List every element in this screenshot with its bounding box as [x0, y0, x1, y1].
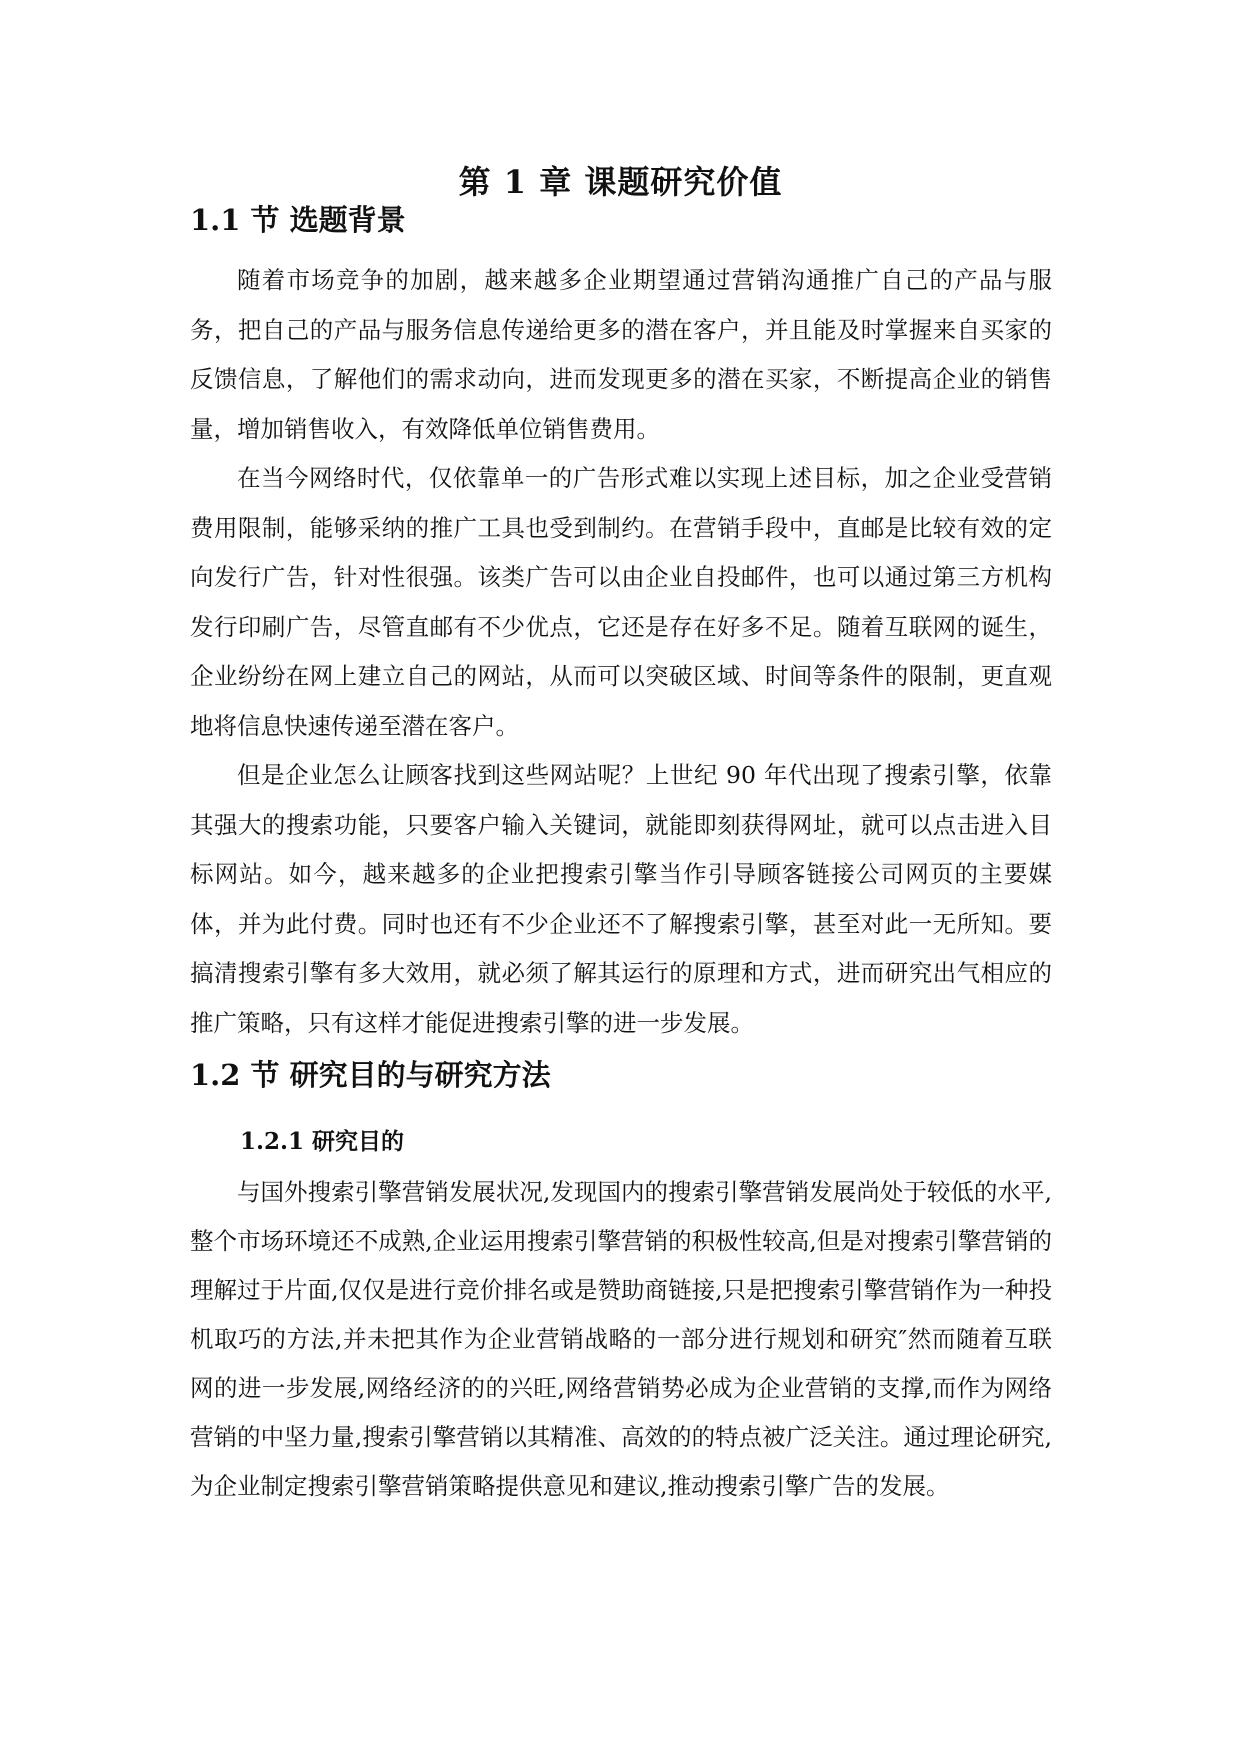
paragraph-background-2: 在当今网络时代，仅依靠单一的广告形式难以实现上述目标，加之企业受营销费用限制，能够采纳的推广工具也受到制约。在营销手段中，直邮是比较有效的定向发行广告，针对性很强。该类广告可以由企业自投邮件，也可以通过第三方机构发行印刷广告，尽管直邮有不少优点，它还是存在好多不足。随着互联网的诞生，企业纷纷在网上建立自己的网站，从而可以突破区域、时间等条件的限制，更直观地将信息快速传递至潜在客户。 [190, 464, 1052, 740]
subsection-heading-1-2-1: 1.2.1 研究目的 [240, 1128, 405, 1155]
section-heading-1-1: 1.1 节 选题背景 [190, 203, 406, 237]
paragraph-background-3: 但是企业怎么让顾客找到这些网站呢？上世纪 90 年代出现了搜索引擎，依靠其强大的搜索功能，只要客户输入关键词，就能即刻获得网址，就可以点击进入目标网站。如今，越来越多的企业把搜索引擎当作引导顾客链接公司网页的主要媒体，并为此付费。同时也还有不少企业还不了解搜索引擎，甚至对此一无所知。要搞清搜索引擎有多大效用，就必须了解其运行的原理和方式，进而研究出气相应的推广策略，只有这样才能促进搜索引擎的进一步发展。 [190, 761, 1052, 1037]
paragraph-background-1: 随着市场竞争的加剧，越来越多企业期望通过营销沟通推广自己的产品与服务，把自己的产品与服务信息传递给更多的潜在客户，并且能及时掌握来自买家的反馈信息，了解他们的需求动向，进而发现更多的潜在买家，不断提高企业的销售量，增加销售收入，有效降低单位销售费用。 [190, 266, 1052, 443]
section-heading-1-2: 1.2 节 研究目的与研究方法 [190, 1058, 551, 1092]
chapter-title: 第 1 章 课题研究价值 [458, 163, 783, 201]
paragraph-research-purpose: 与国外搜索引擎营销发展状况,发现国内的搜索引擎营销发展尚处于较低的水平,整个市场环境还不成熟,企业运用搜索引擎营销的积极性较高,但是对搜索引擎营销的理解过于片面,仅仅是进行竞价排名或是赞助商链接,只是把搜索引擎营销作为一种投机取巧的方法,并未把其作为企业营销战略的一部分进行规划和研究″然而随着互联网的进一步发展,网络经济的的兴旺,网络营销势必成为企业营销的支撑,而作为网络营销的中坚力量,搜索引擎营销以其精准、高效的的特点被广泛关注。通过理论研究,为企业制定搜索引擎营销策略提供意见和建议,推动搜索引擎广告的发展。 [190, 1178, 1052, 1500]
